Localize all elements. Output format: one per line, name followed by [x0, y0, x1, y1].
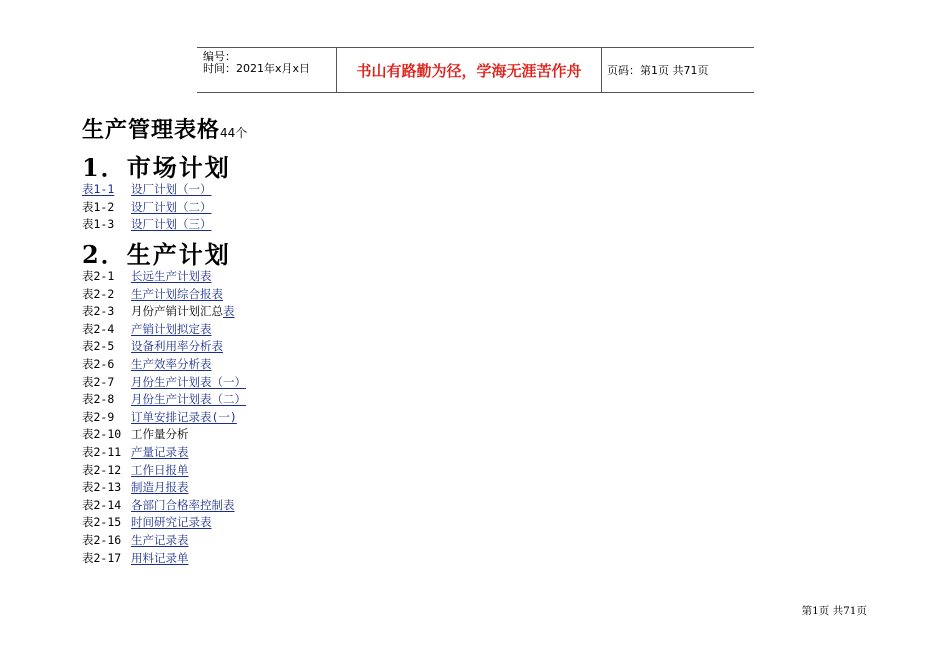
toc-link[interactable]: 工作日报单: [131, 462, 189, 477]
toc-row: [82, 286, 223, 303]
header-page-label: 页码：第1页 共71页: [607, 64, 709, 77]
toc-code: 表2-6: [82, 357, 115, 371]
document-title-text: 生产管理表格: [82, 117, 221, 143]
toc-row: [82, 479, 189, 496]
toc-link: 工作量分析: [131, 427, 189, 442]
toc-code: 表1-3: [82, 217, 115, 232]
toc-code: 表2-15: [82, 515, 122, 530]
toc-code: 表1-2: [82, 199, 115, 214]
toc-row: [82, 321, 212, 338]
toc-link[interactable]: 生产效率分析表: [131, 357, 212, 371]
toc-code: 表2-13: [82, 480, 122, 495]
toc-link[interactable]: 各部门合格率控制表: [131, 497, 235, 512]
toc-code: 表2-7: [82, 374, 115, 389]
toc-link[interactable]: 生产计划综合报表: [131, 286, 223, 301]
toc-code: 表2-11: [82, 445, 122, 459]
toc-row: [82, 497, 235, 514]
toc-link[interactable]: 产量记录表: [131, 445, 189, 459]
toc-row: [82, 303, 235, 320]
toc-code: 表2-8: [82, 392, 115, 407]
toc-link[interactable]: 长远生产计划表: [131, 269, 212, 283]
toc-code: 表2-16: [82, 533, 122, 547]
toc-link[interactable]: 时间研究记录表: [131, 515, 212, 530]
toc-code[interactable]: 表1-1: [82, 182, 115, 196]
toc-link: 月份产销计划汇总: [131, 304, 223, 319]
toc-code: 表2-9: [82, 409, 115, 424]
toc-link[interactable]: 月份生产计划表（二）: [131, 392, 246, 407]
toc-row: [82, 532, 189, 549]
page-header: [197, 47, 754, 93]
toc-row: [82, 181, 212, 198]
header-meta: [197, 48, 337, 92]
toc-row: [82, 374, 246, 391]
section-heading: 2．生产计划: [82, 240, 231, 269]
toc-link[interactable]: 订单安排记录表(一): [131, 409, 237, 424]
header-motto: 书山有路勤为径，学海无涯苦作舟: [337, 48, 602, 92]
toc-link[interactable]: 生产记录表: [131, 533, 189, 547]
toc-link[interactable]: 设厂计划（一）: [131, 182, 212, 196]
document-title: [82, 113, 247, 144]
toc-row: [82, 462, 189, 479]
toc-row: [82, 338, 223, 355]
toc-row: [82, 426, 189, 443]
toc-link[interactable]: 月份生产计划表（一）: [131, 374, 246, 389]
toc-row: [82, 356, 212, 373]
document-count: 44个: [220, 126, 248, 140]
toc-row: [82, 391, 246, 408]
toc-row: [82, 199, 212, 216]
time-label: 时间：2021年x月x日: [203, 62, 311, 75]
toc-code: 表2-3: [82, 304, 115, 319]
toc-code: 表2-2: [82, 286, 115, 301]
toc-code: 表2-4: [82, 321, 115, 336]
toc-row: [82, 514, 212, 531]
toc-link-tail[interactable]: 表: [223, 304, 235, 319]
toc-row: [82, 216, 212, 233]
toc-code: 表2-12: [82, 462, 122, 477]
toc-code: 表2-10: [82, 427, 122, 442]
toc-link[interactable]: 用料记录单: [131, 550, 189, 565]
toc-link[interactable]: 产销计划拟定表: [131, 321, 212, 336]
toc-row: [82, 444, 189, 461]
toc-link[interactable]: 制造月报表: [131, 480, 189, 495]
toc-row: [82, 550, 189, 567]
toc-link[interactable]: 设厂计划（三）: [131, 217, 212, 232]
section-heading: 1．市场计划: [82, 153, 231, 182]
toc-code: 表2-5: [82, 339, 115, 354]
toc-link[interactable]: 设备利用率分析表: [131, 339, 223, 354]
toc-code: 表2-14: [82, 497, 122, 512]
toc-row: [82, 268, 212, 285]
code-label: 编号：: [203, 50, 236, 63]
toc-row: [82, 409, 237, 426]
toc-code: 表2-1: [82, 269, 115, 283]
toc-code: 表2-17: [82, 550, 122, 565]
toc-link[interactable]: 设厂计划（二）: [131, 199, 212, 214]
page-footer: 第1页 共71页: [801, 605, 867, 617]
